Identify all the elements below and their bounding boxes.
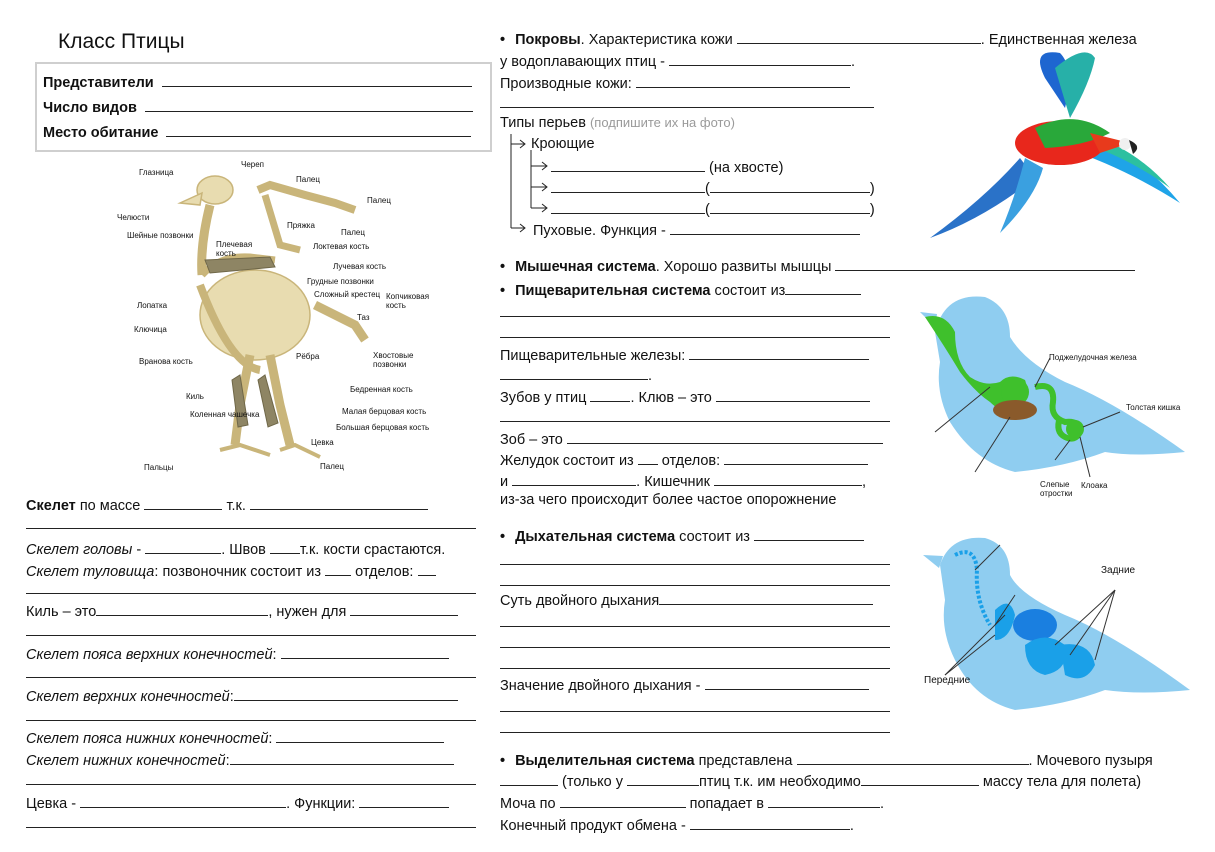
- goes-to-blank[interactable]: [768, 793, 880, 808]
- digest-blank[interactable]: [785, 280, 861, 295]
- resp-blank[interactable]: [754, 526, 864, 541]
- covers-only-gland: . Единственная железа: [980, 32, 1137, 48]
- label-fibula: Малая берцовая кость: [342, 407, 427, 416]
- skin-derivatives-blank[interactable]: [636, 73, 850, 88]
- lower-girdle-label: Скелет пояса нижних конечностей: [26, 731, 269, 747]
- parrot-image: [925, 48, 1185, 243]
- label-rear: Задние: [1101, 565, 1136, 576]
- lower-girdle-blank[interactable]: [276, 728, 444, 743]
- trunk-text: : позвоночник состоит из: [154, 564, 322, 580]
- urine-by-blank[interactable]: [560, 793, 686, 808]
- label-neck-vertebrae: Шейные позвонки: [127, 231, 194, 240]
- head-skeleton-blank[interactable]: [145, 539, 221, 554]
- teeth-line-2[interactable]: [500, 421, 890, 422]
- stomach-label: Желудок состоит из: [500, 453, 634, 469]
- resp-line-3[interactable]: [500, 585, 890, 586]
- crop-blank[interactable]: [567, 429, 883, 444]
- digest-glands-blank-2[interactable]: [500, 365, 648, 380]
- label-toes: Пальцы: [144, 463, 174, 472]
- bullet: •: [500, 259, 506, 275]
- upper-limbs-label: Скелет верхних конечностей: [26, 689, 230, 705]
- digest-glands-line-2: .: [500, 365, 652, 384]
- double-meaning-line-2[interactable]: [500, 711, 890, 712]
- species-count-blank[interactable]: [145, 97, 473, 112]
- double-meaning-label: Значение двойного дыхания -: [500, 678, 701, 694]
- intestine-line: и . Кишечник ,: [500, 471, 866, 490]
- tarsus-functions: . Функции:: [286, 796, 356, 812]
- keel-line: [26, 601, 458, 620]
- and-label: и: [500, 474, 509, 490]
- tarsus-functions-blank[interactable]: [359, 793, 449, 808]
- intestine-label: . Кишечник: [636, 474, 710, 490]
- trunk-skeleton-line: [26, 561, 436, 580]
- species-count-label: Число видов: [43, 100, 137, 116]
- goes-to-label: попадает в: [689, 796, 764, 812]
- label-finger-mid: Палец: [341, 228, 365, 237]
- down-feathers-line: [533, 220, 860, 239]
- keel-line-2[interactable]: [26, 635, 476, 636]
- trunk-skeleton-label: Скелет туловища: [26, 564, 155, 580]
- feather-row-3: ( ): [551, 199, 875, 218]
- label-front: Передние: [924, 675, 971, 686]
- double-meaning-blank[interactable]: [705, 675, 869, 690]
- feather-types-label: Типы перьев: [500, 115, 586, 131]
- digest-consists: состоит из: [714, 283, 786, 299]
- covers-line: [500, 29, 1137, 48]
- waterfowl-blank[interactable]: [669, 51, 851, 66]
- feather-row-3-paren[interactable]: [710, 199, 870, 214]
- label-synsacrum: Сложный крестец: [314, 290, 381, 299]
- skeleton-mass-line: [26, 495, 428, 514]
- feather-row-3-blank[interactable]: [551, 199, 705, 214]
- label-toe: Палец: [320, 462, 344, 471]
- waterfowl-label: у водоплавающих птиц -: [500, 54, 666, 70]
- info-box: [35, 62, 492, 152]
- skeleton-bold: Скелет: [26, 498, 76, 514]
- final-product-blank[interactable]: [690, 815, 850, 830]
- digest-line: [500, 280, 861, 299]
- tarsus-line-2[interactable]: [26, 827, 476, 828]
- urine-by-label: Моча по: [500, 796, 556, 812]
- label-colon: Толстая кишка: [1126, 403, 1181, 412]
- label-tibia: Большая берцовая кость: [336, 423, 430, 432]
- beak-label: . Клюв – это: [630, 390, 712, 406]
- resp-consists: состоит из: [679, 529, 750, 545]
- muscle-bold: Мышечная система: [515, 259, 656, 275]
- digest-line-2[interactable]: [500, 316, 890, 317]
- stomach-count-blank[interactable]: [638, 450, 658, 465]
- feather-row-1-blank[interactable]: [551, 157, 705, 172]
- excr-line: [500, 750, 1153, 769]
- feather-row-2-blank[interactable]: [551, 178, 705, 193]
- representatives-label: Представители: [43, 75, 154, 91]
- double-meaning-line-3[interactable]: [500, 732, 890, 733]
- label-ulna: Локтевая кость: [313, 242, 370, 251]
- teeth-label: Зубов у птиц: [500, 390, 587, 406]
- skin-derivatives-label: Производные кожи:: [500, 76, 632, 92]
- upper-limbs-line-2[interactable]: [26, 720, 476, 721]
- label-pelvis: Таз: [357, 313, 370, 322]
- label-finger-right: Палец: [367, 196, 391, 205]
- habitat-row: [43, 122, 471, 141]
- label-jaws: Челюсти: [117, 213, 150, 222]
- contour-feathers: Кроющие: [531, 136, 595, 152]
- species-row: [43, 97, 473, 116]
- upper-girdle-label: Скелет пояса верхних конечностей: [26, 647, 273, 663]
- muscle-blank[interactable]: [835, 256, 1135, 271]
- resp-line-2[interactable]: [500, 564, 890, 565]
- bladder-label: . Мочевого пузыря: [1028, 753, 1153, 769]
- label-tail-vertebrae: Хвостовые позвонки: [373, 351, 414, 369]
- down-feathers-blank[interactable]: [670, 220, 860, 235]
- label-cloaca: Клоака: [1081, 481, 1108, 490]
- lower-limbs-label: Скелет нижних конечностей: [26, 753, 226, 769]
- label-finger-top: Палец: [296, 175, 320, 184]
- double-breath-line: [500, 590, 873, 609]
- keel-blank[interactable]: [96, 601, 268, 616]
- skeleton-mass-blank[interactable]: [144, 495, 222, 510]
- feather-types-line: [500, 115, 735, 131]
- label-orbit: Глазница: [139, 168, 174, 177]
- stomach-sections-blank[interactable]: [724, 450, 868, 465]
- bullet: •: [500, 283, 506, 299]
- trunk-count-blank[interactable]: [325, 561, 351, 576]
- skeleton-mass-text: по массе: [79, 498, 141, 514]
- stomach-line: [500, 450, 868, 469]
- tarsus-line: [26, 793, 449, 812]
- crop-label: Зоб – это: [500, 432, 563, 448]
- digestive-bird-diagram: [915, 292, 1195, 502]
- on-tail: (на хвосте): [709, 160, 784, 176]
- label-humerus: Плечевая кость: [216, 240, 253, 258]
- head-skeleton-label: Скелет головы: [26, 542, 133, 558]
- skeleton-tk-blank[interactable]: [250, 495, 428, 510]
- double-breath-line-2[interactable]: [500, 626, 890, 627]
- skeleton-line-2[interactable]: [26, 528, 476, 529]
- trunk-sections: отделов:: [355, 564, 414, 580]
- double-breath-line-4[interactable]: [500, 668, 890, 669]
- waterfowl-line: у водоплавающих птиц - .: [500, 51, 855, 70]
- trunk-sections-blank[interactable]: [418, 561, 436, 576]
- habitat-label: Место обитание: [43, 125, 159, 141]
- birds-because: птиц т.к. им необходимо: [698, 774, 861, 790]
- excr-blank[interactable]: [797, 750, 1029, 765]
- label-thoracic-vertebrae: Грудные позвонки: [307, 277, 374, 286]
- respiratory-bird-diagram: [915, 530, 1195, 725]
- label-pancreas: Поджелудочная железа: [1049, 353, 1137, 362]
- excr-bold: Выделительная система: [515, 753, 695, 769]
- body-mass: массу тела для полета): [982, 774, 1142, 790]
- skin-derivatives-line: [500, 73, 850, 92]
- bullet: •: [500, 753, 506, 769]
- keel-label: Киль – это: [26, 604, 97, 620]
- bullet: •: [500, 32, 506, 48]
- excr-represented: представлена: [698, 753, 793, 769]
- upper-limbs-line: Скелет верхних конечностей:: [26, 686, 458, 705]
- lower-limbs-line-2[interactable]: [26, 784, 476, 785]
- label-metacarpus: Пряжка: [287, 221, 315, 230]
- frequent-line: из-за чего происходит более частое опорожнение: [500, 492, 837, 508]
- representatives-row: [43, 72, 472, 91]
- digest-line-3[interactable]: [500, 337, 890, 338]
- final-product-line: Конечный продукт обмена - .: [500, 815, 854, 834]
- keel-needed: , нужен для: [268, 604, 347, 620]
- teeth-line: [500, 387, 870, 406]
- resp-bold: Дыхательная система: [515, 529, 676, 545]
- muscle-text: . Хорошо развиты мышцы: [655, 259, 832, 275]
- bladder-blank[interactable]: [500, 771, 558, 786]
- label-ribs: Рёбра: [296, 352, 320, 361]
- double-breath-line-3[interactable]: [500, 647, 890, 648]
- page-title: Класс Птицы: [58, 30, 185, 53]
- resp-line: [500, 526, 864, 545]
- double-breath-blank[interactable]: [659, 590, 873, 605]
- digest-bold: Пищеварительная система: [515, 283, 711, 299]
- label-keel: Киль: [186, 392, 204, 401]
- skeleton-tk: т.к.: [226, 498, 246, 514]
- feather-row-1: [551, 157, 783, 176]
- upper-girdle-line: Скелет пояса верхних конечностей:: [26, 644, 449, 663]
- muscle-line: [500, 256, 1135, 275]
- trunk-line-2[interactable]: [26, 593, 476, 594]
- label-femur: Бедренная кость: [350, 385, 413, 394]
- birds-because-blank[interactable]: [861, 771, 979, 786]
- double-meaning-line: [500, 675, 869, 694]
- feather-hint: (подпишите их на фото): [589, 115, 735, 130]
- seams-label: . Швов: [221, 542, 266, 558]
- tarsus-label: Цевка -: [26, 796, 77, 812]
- seams-blank[interactable]: [270, 539, 300, 554]
- representatives-blank[interactable]: [162, 72, 472, 87]
- digest-glands-label: Пищеварительные железы:: [500, 348, 686, 364]
- bullet: •: [500, 529, 506, 545]
- label-skull: Череп: [241, 160, 265, 169]
- habitat-blank[interactable]: [166, 122, 471, 137]
- only-in-label: (только у: [562, 774, 623, 790]
- digest-glands-blank[interactable]: [689, 345, 869, 360]
- label-scapula: Лопатка: [137, 301, 168, 310]
- urine-line: Моча по попадает в .: [500, 793, 884, 812]
- stomach-sections: отделов:: [661, 453, 721, 469]
- covers-bold: Покровы: [515, 32, 581, 48]
- down-feathers-label: Пуховые. Функция -: [533, 223, 666, 239]
- covers-skin-blank[interactable]: [737, 29, 981, 44]
- feather-row-2: ( ): [551, 178, 875, 197]
- skin-derivatives-line-2[interactable]: [500, 107, 874, 108]
- label-tarsus: Цевка: [311, 438, 334, 447]
- label-clavicle: Ключица: [134, 325, 167, 334]
- teeth-blank[interactable]: [590, 387, 630, 402]
- label-radius: Лучевая кость: [333, 262, 386, 271]
- digest-glands-line: [500, 345, 869, 364]
- lower-girdle-line: Скелет пояса нижних конечностей:: [26, 728, 444, 747]
- seams-tail: т.к. кости срастаются.: [299, 542, 446, 558]
- label-caeca: Слепые отростки: [1040, 480, 1073, 498]
- double-breath-label: Суть двойного дыхания: [500, 593, 660, 609]
- label-coracoid: Вранова кость: [139, 357, 193, 366]
- upper-girdle-blank[interactable]: [281, 644, 449, 659]
- intestine-blank[interactable]: [714, 471, 862, 486]
- tarsus-blank[interactable]: [80, 793, 286, 808]
- and-blank[interactable]: [512, 471, 636, 486]
- feather-row-2-paren[interactable]: [710, 178, 870, 193]
- label-kneecap: Коленная чашечка: [190, 410, 260, 419]
- beak-blank[interactable]: [716, 387, 870, 402]
- only-in-blank[interactable]: [627, 771, 699, 786]
- keel-needed-blank[interactable]: [350, 601, 458, 616]
- label-coccyx: Копчиковая кость: [386, 292, 430, 310]
- final-product-label: Конечный продукт обмена -: [500, 818, 686, 834]
- upper-girdle-line-2[interactable]: [26, 677, 476, 678]
- crop-line: [500, 429, 883, 448]
- head-skeleton-line: Скелет головы - . Швов т.к. кости срастаются.: [26, 539, 445, 558]
- lower-limbs-line: Скелет нижних конечностей:: [26, 750, 454, 769]
- bladder-line: [500, 771, 1141, 790]
- upper-limbs-blank[interactable]: [234, 686, 458, 701]
- covers-text: . Характеристика кожи: [580, 32, 733, 48]
- lower-limbs-blank[interactable]: [230, 750, 454, 765]
